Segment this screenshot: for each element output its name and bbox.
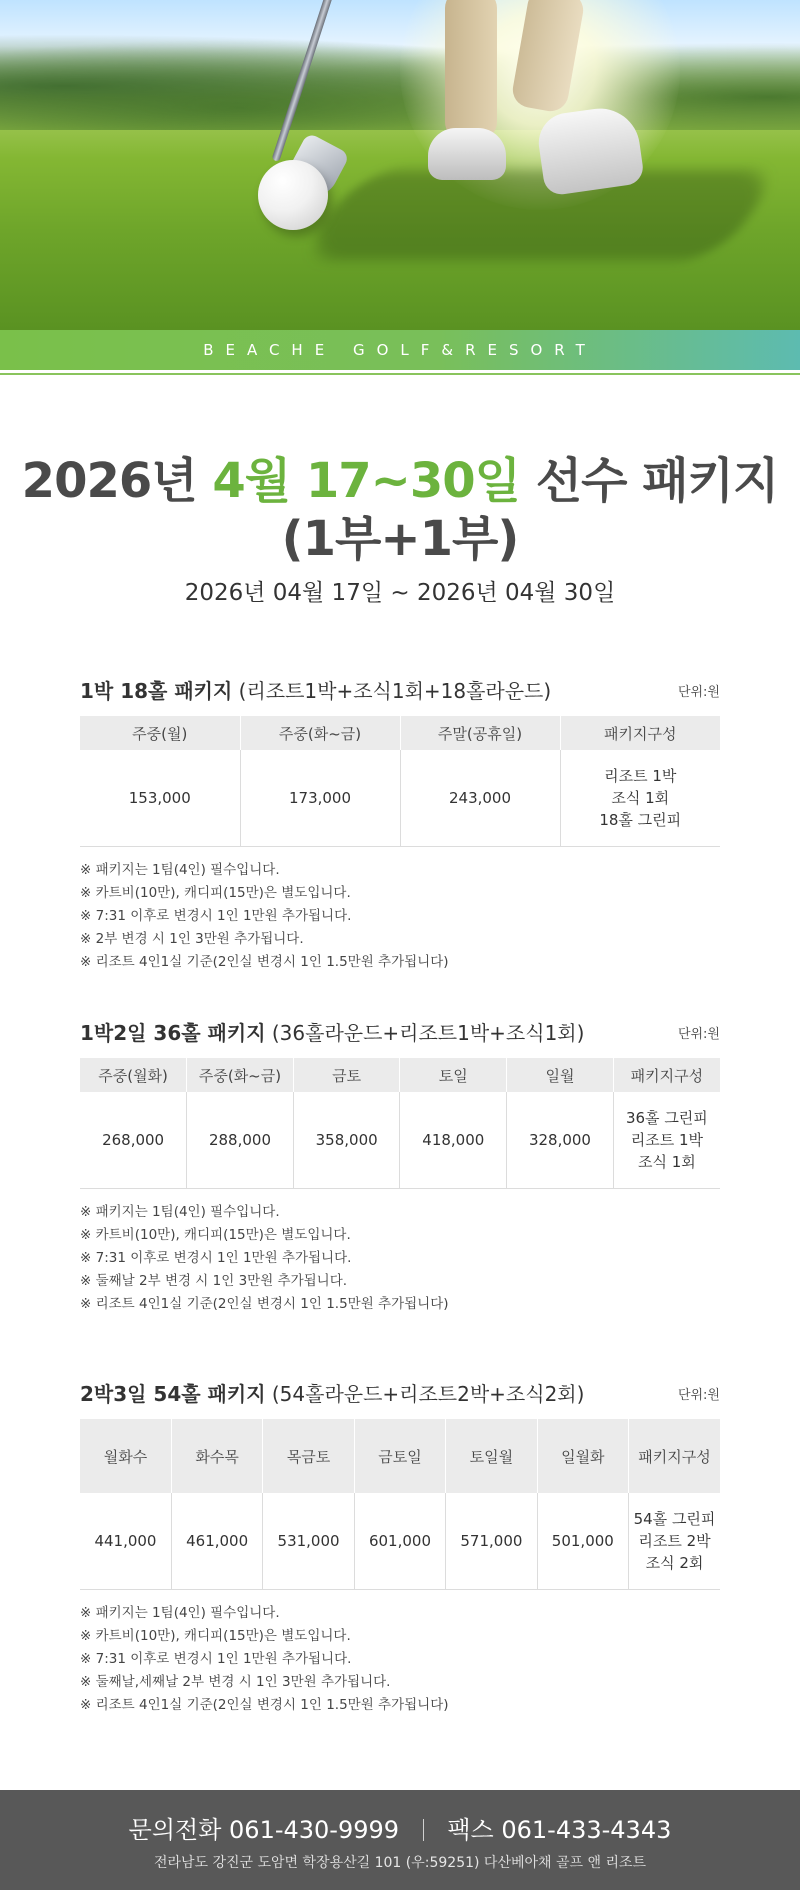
note-item: ※ 패키지는 1팀(4인) 필수입니다. <box>80 1203 280 1220</box>
table-row <box>80 1092 720 1188</box>
table-header: 주중(화~금) <box>187 1058 294 1092</box>
section-header <box>80 674 720 704</box>
phone-label: 문의전화 <box>128 1816 222 1844</box>
note-item: ※ 리조트 4인1실 기준(2인실 변경시 1인 1.5만원 추가됩니다) <box>80 1696 449 1713</box>
price-table <box>80 1419 720 1590</box>
unit-label: 단위:원 <box>677 1388 720 1403</box>
composition-item: 리조트 2박 <box>638 1531 711 1550</box>
title-accent: 4월 17~30일 <box>212 453 521 509</box>
note-item: ※ 카트비(10만), 캐디피(15만)은 별도입니다. <box>80 1627 351 1644</box>
golf-ball-icon <box>258 160 328 230</box>
composition-item: 조식 2회 <box>645 1553 704 1572</box>
composition-cell <box>613 1092 720 1188</box>
table-header: 일월 <box>507 1058 614 1092</box>
note-item: ※ 7:31 이후로 변경시 1인 1만원 추가됩니다. <box>80 907 352 924</box>
table-header: 패키지구성 <box>560 716 720 750</box>
note-item: ※ 7:31 이후로 변경시 1인 1만원 추가됩니다. <box>80 1650 352 1667</box>
composition-item: 36홀 그린피 <box>625 1108 708 1127</box>
note-item: ※ 카트비(10만), 캐디피(15만)은 별도입니다. <box>80 1226 351 1243</box>
notes-list <box>80 859 720 974</box>
section-title <box>80 1017 584 1046</box>
price-cell: 288,000 <box>187 1092 294 1188</box>
title-year: 2026년 <box>21 453 197 509</box>
note-item: ※ 리조트 4인1실 기준(2인실 변경시 1인 1.5만원 추가됩니다) <box>80 1295 449 1312</box>
table-header-row <box>80 1419 720 1493</box>
fax-label: 팩스 <box>447 1816 494 1844</box>
price-cell: 601,000 <box>354 1493 445 1589</box>
price-cell: 173,000 <box>240 750 400 846</box>
price-cell: 571,000 <box>446 1493 537 1589</box>
table-header: 일월화 <box>537 1419 628 1493</box>
table-header-row <box>80 716 720 750</box>
hero-golfer-leg <box>445 0 497 140</box>
price-cell: 441,000 <box>80 1493 171 1589</box>
note-item: ※ 2부 변경 시 1인 3만원 추가됩니다. <box>80 930 304 947</box>
composition-item: 리조트 1박 <box>604 766 677 785</box>
composition-item: 조식 1회 <box>611 788 670 807</box>
table-header-row <box>80 1058 720 1092</box>
composition-item: 54홀 그린피 <box>633 1509 716 1528</box>
unit-label: 단위:원 <box>677 1027 720 1042</box>
section-title-bold: 2박3일 54홀 패키지 <box>80 1382 266 1406</box>
unit-label: 단위:원 <box>677 685 720 700</box>
contact-divider <box>423 1819 424 1841</box>
section-title-detail: (리조트1박+조식1회+18홀라운드) <box>238 679 552 703</box>
section-title-detail: (54홀라운드+리조트2박+조식2회) <box>271 1382 585 1406</box>
table-header: 토일 <box>400 1058 507 1092</box>
composition-item: 리조트 1박 <box>630 1130 704 1149</box>
price-cell: 243,000 <box>400 750 560 846</box>
note-item: ※ 둘째날,세째날 2부 변경 시 1인 3만원 추가됩니다. <box>80 1673 391 1690</box>
table-header: 주중(월) <box>80 716 240 750</box>
table-header: 패키지구성 <box>613 1058 720 1092</box>
price-cell: 418,000 <box>400 1092 507 1188</box>
section-header <box>80 1377 720 1407</box>
table-header: 금토일 <box>354 1419 445 1493</box>
package-section-3 <box>80 1377 720 1717</box>
title-rest: 선수 패키지 <box>535 453 779 509</box>
brand-bar <box>0 330 800 370</box>
price-cell: 268,000 <box>80 1092 187 1188</box>
notes-list <box>80 1201 720 1316</box>
price-cell: 358,000 <box>293 1092 400 1188</box>
note-item: ※ 7:31 이후로 변경시 1인 1만원 추가됩니다. <box>80 1249 352 1266</box>
package-period: 2026년 04월 17일 ~ 2026년 04월 30일 <box>184 580 616 606</box>
table-row <box>80 750 720 846</box>
fax-number: 061-433-4343 <box>501 1816 672 1844</box>
brand-divider <box>0 373 800 375</box>
price-table <box>80 1058 720 1189</box>
contact-info <box>0 1810 800 1845</box>
section-header <box>80 1016 720 1046</box>
section-title <box>80 675 551 704</box>
footer <box>0 1790 800 1890</box>
phone-number[interactable]: 061-430-9999 <box>229 1816 400 1844</box>
note-item: ※ 리조트 4인1실 기준(2인실 변경시 1인 1.5만원 추가됩니다) <box>80 953 449 970</box>
section-title-bold: 1박2일 36홀 패키지 <box>80 1021 266 1045</box>
table-row <box>80 1493 720 1589</box>
package-section-1 <box>80 674 720 974</box>
table-header: 패키지구성 <box>629 1419 720 1493</box>
table-header: 주중(화~금) <box>240 716 400 750</box>
address: 전라남도 강진군 도암면 학장용산길 101 (우:59251) 다산베아채 골프 앤 리조트 <box>153 1855 647 1871</box>
table-header: 월화수 <box>80 1419 171 1493</box>
price-cell: 501,000 <box>537 1493 628 1589</box>
table-header: 목금토 <box>263 1419 354 1493</box>
hero-image <box>0 0 800 330</box>
table-header: 화수목 <box>171 1419 262 1493</box>
notes-list <box>80 1602 720 1717</box>
price-cell: 531,000 <box>263 1493 354 1589</box>
note-item: ※ 패키지는 1팀(4인) 필수입니다. <box>80 1604 280 1621</box>
note-item: ※ 둘째날 2부 변경 시 1인 3만원 추가됩니다. <box>80 1272 348 1289</box>
section-title <box>80 1378 584 1407</box>
section-title-detail: (36홀라운드+리조트1박+조식1회) <box>271 1021 585 1045</box>
note-item: ※ 패키지는 1팀(4인) 필수입니다. <box>80 861 280 878</box>
brand-name: BEACHE GOLF&RESORT <box>203 341 597 359</box>
hero-golf-shoe <box>428 128 506 180</box>
note-item: ※ 카트비(10만), 캐디피(15만)은 별도입니다. <box>80 884 351 901</box>
composition-item: 18홀 그린피 <box>599 810 682 829</box>
price-cell: 461,000 <box>171 1493 262 1589</box>
package-section-2 <box>80 1016 720 1316</box>
price-cell: 153,000 <box>80 750 240 846</box>
page-title <box>0 452 800 568</box>
table-header: 금토 <box>293 1058 400 1092</box>
composition-cell <box>560 750 720 846</box>
table-header: 토일월 <box>446 1419 537 1493</box>
composition-item: 조식 1회 <box>637 1152 696 1171</box>
price-table <box>80 716 720 847</box>
table-header: 주말(공휴일) <box>400 716 560 750</box>
section-title-bold: 1박 18홀 패키지 <box>80 679 233 703</box>
hero-shadow <box>298 170 781 260</box>
table-header: 주중(월화) <box>80 1058 187 1092</box>
title-line2: (1부+1부) <box>281 511 519 567</box>
composition-cell <box>629 1493 720 1589</box>
price-cell: 328,000 <box>507 1092 614 1188</box>
